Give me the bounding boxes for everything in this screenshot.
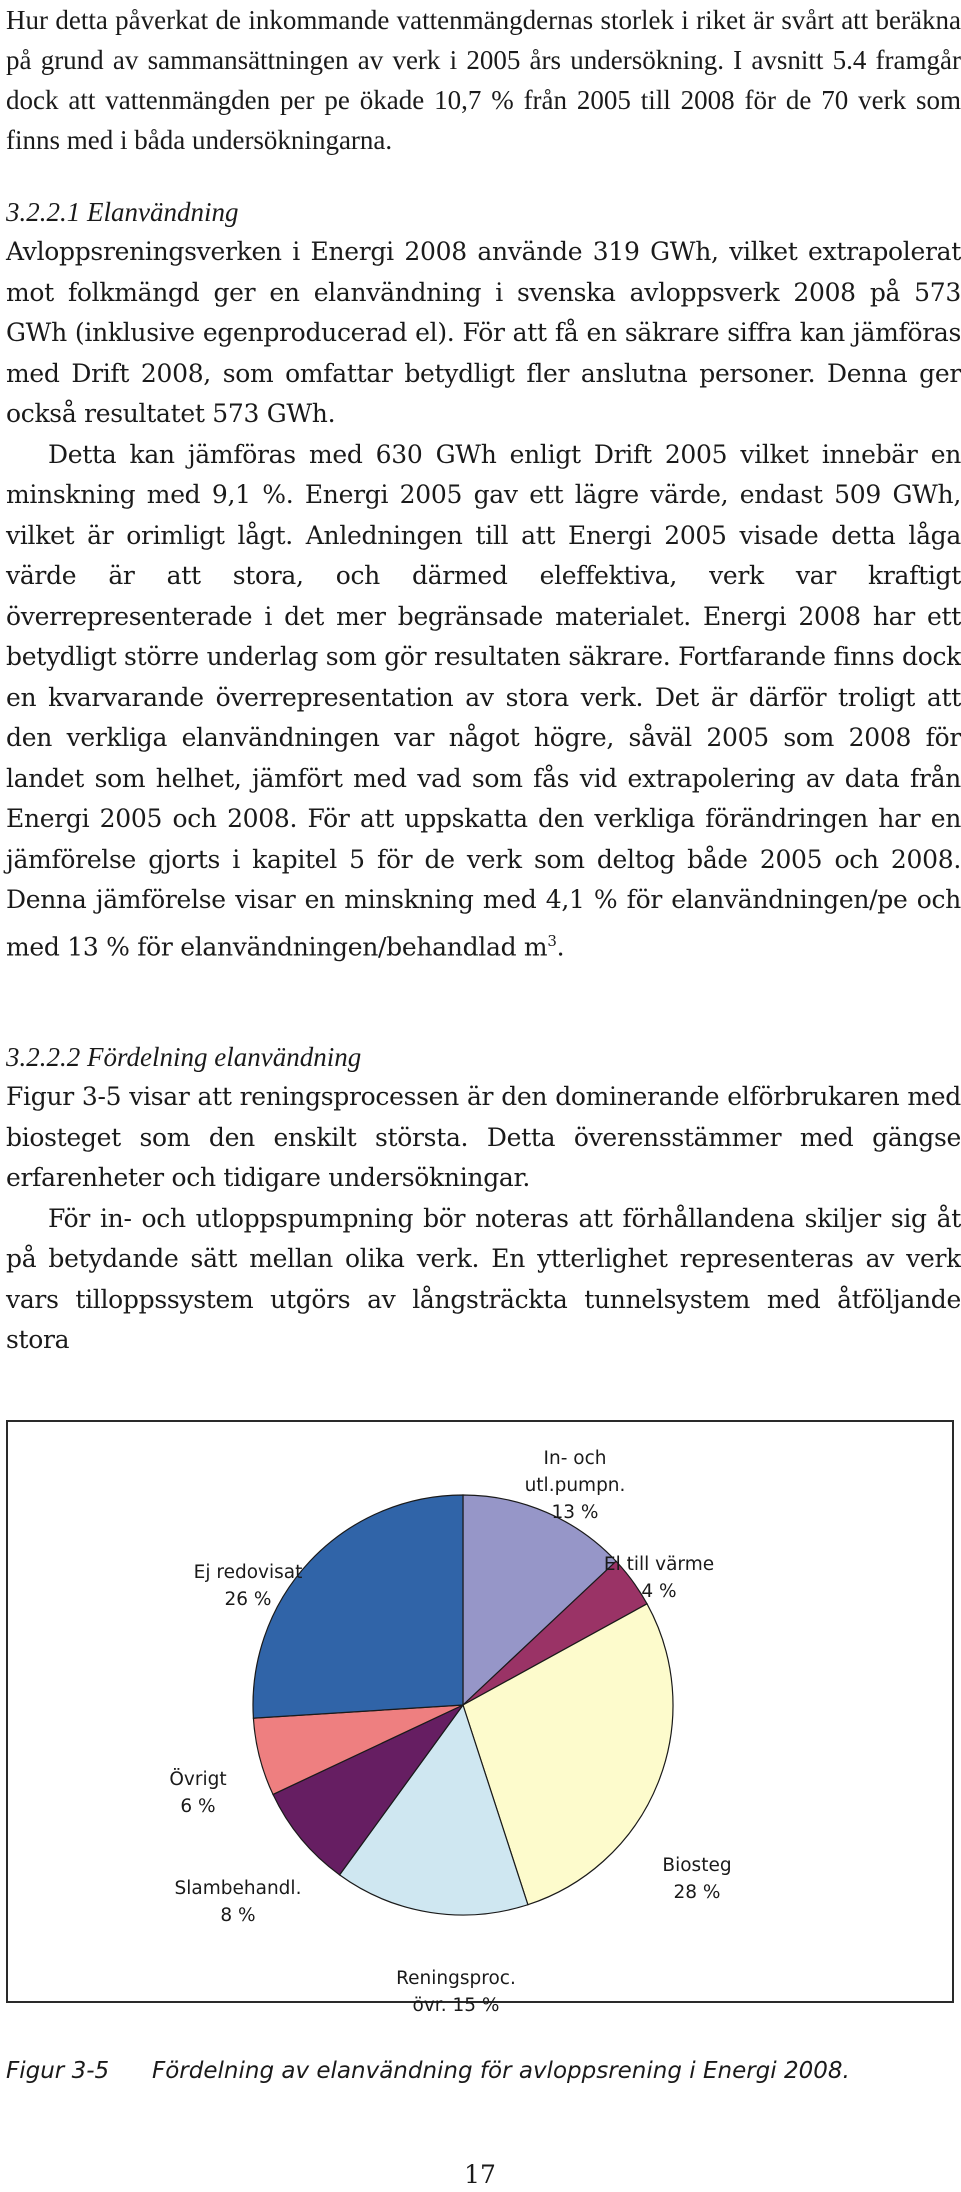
figure-caption-text: Fördelning av elanvändning för avloppsrening i Energi 2008. (152, 2058, 850, 2084)
pie-slice-label (169, 1768, 226, 1817)
section-fordelning (6, 1037, 961, 1361)
pie-slice-label-line: 26 % (224, 1589, 272, 1610)
pie-slice-label-line: In- och (543, 1448, 607, 1469)
pie-slice-label-line: Ej redovisat (193, 1562, 303, 1583)
pie-slice-label-line: 8 % (220, 1905, 256, 1926)
pie-slice-label-line: 4 % (641, 1581, 677, 1602)
pie-chart-frame (6, 1420, 954, 2016)
pie-slice (253, 1495, 463, 1718)
paragraph-elanvandning-2 (6, 435, 961, 968)
pie-slice-label (662, 1855, 731, 1903)
pie-slice-label-line: 6 % (180, 1796, 216, 1817)
paragraph-fordelning-2: För in- och utloppspumpning bör noteras att förhållandena skiljer sig åt på betydande sätt mellan olika verk. En ytterlighet representeras av verk vars tilloppssystem utgörs av långsträckta tunnelsystem med åtföljande stora (6, 1203, 961, 1354)
pie-slice-label-line: Reningsproc. (396, 1968, 516, 1989)
pie-slice-label (396, 1968, 516, 2016)
section-elanvandning (6, 192, 961, 967)
superscript-cubic: 3 (547, 931, 557, 950)
pie-slice-label-line: El till värme (603, 1554, 715, 1575)
pie-slice-label-line: 28 % (673, 1882, 721, 1903)
pie-slice-label-line: Övrigt (169, 1769, 227, 1790)
pie-slice-label (175, 1878, 302, 1926)
pie-slice-label-line: Slambehandl. (174, 1878, 302, 1899)
pie-slice-label-line: utl.pumpn. (524, 1475, 626, 1496)
pie-slice-label-line: övr. 15 % (412, 1995, 500, 2016)
intro-paragraph: Hur detta påverkat de inkommande vattenmängdernas storlek i riket är svårt att beräkna på grund av sammansättningen av verk i 2005 års undersökning. I avsnitt 5.4 framgår dock att vattenmängden per pe ökade 10,7 % från 2005 till 2008 för de 70 verk som finns med i båda undersökningarna. (6, 5, 961, 155)
pie-slice-label-line: Biosteg (662, 1855, 732, 1876)
paragraph-elanvandning-1: Avloppsreningsverken i Energi 2008 använde 319 GWh, vilket extrapolerat mot folkmängd ger en elanvändning i svenska avloppsverk 2008 på 573 GWh (inklusive egenproducerad el). För att få en säkrare siffra kan jämföras med Drift 2008, som omfattar betydligt fler anslutna personer. Denna ger också resultatet 573 GWh. (6, 237, 961, 428)
figure-caption (6, 2058, 850, 2084)
pie-slice-label-line: 13 % (551, 1502, 599, 1523)
section-heading-fordelning: 3.2.2.2 Fördelning elanvändning (6, 1042, 362, 1072)
paragraph-fordelning-1: Figur 3-5 visar att reningsprocessen är den dominerande elförbrukaren med biosteget som den enskilt största. Detta överensstämmer med gängse erfarenheter och tidigare undersökningar. (6, 1082, 961, 1192)
paragraph-end-period: . (556, 931, 565, 961)
page-number: 17 (464, 2160, 496, 2189)
body-text (6, 0, 961, 160)
pie-chart (8, 1422, 952, 2016)
paragraph-elanvandning-2-text: Detta kan jämföras med 630 GWh enligt Drift 2005 vilket innebär en minskning med 9,1 %. Energi 2005 gav ett lägre värde, endast 509 GWh, vilket är orimligt lågt. Anledningen till att Energi 2005 visade detta låga värde är att stora, och därmed eleffektiva, verk var kraftigt överrepresenterade i det mer begränsade materialet. Energi 2008 har ett betydligt större underlag som gör resultaten säkrare. Fortfarande finns dock en kvarvarande överrepresentation av stora verk. Det är därför troligt att den verkliga elanvändningen var något högre, såväl 2005 som 2008 för landet som helhet, jämfört med vad som fås vid extrapolering av data från Energi 2005 och 2008. För att uppskatta den verkliga förändringen har en jämförelse gjorts i kapitel 5 för de verk som deltog både 2005 och 2008. Denna jämförelse visar en minskning med 4,1 % för elanvändningen/pe och med 13 % för elanvändningen/behandlad m (6, 439, 961, 961)
figure-caption-number: Figur 3-5 (6, 2058, 110, 2084)
section-heading-elanvandning: 3.2.2.1 Elanvändning (6, 197, 239, 227)
